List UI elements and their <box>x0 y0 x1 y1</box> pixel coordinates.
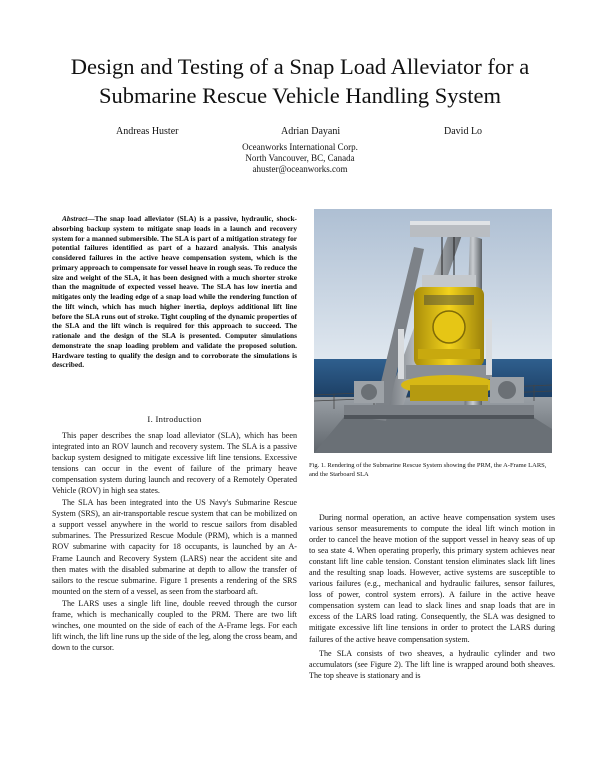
abstract-text: —The snap load alleviator (SLA) is a passive, hydraulic, shock-absorbing backup system to mitigate snap loads in a launch and recovery system for a manned submersible. The SLA is part of a mitigation strategy for potential failures identified as part of a hazard analysis. This analysis considered failures in the active heave compensation system, which is the primary approach to compensate for vessel heave in rough seas. To reduce the size and weight of the SLA, it has been designed with a much shorter stroke than the magnitude of expected vessel heave. The SLA has low inertia and mitigates only the leading edge of a snap load while the rendering function of the lift winch, which has much higher inertia, deploys additional lift line before the SLA runs out of stroke. Tight coupling of the dynamic properties of the SLA and the lift winch is required for this approach to succeed. The rationale and the design of the SLA is presented. Computer simulations demonstrate the snap loading problem and validate the proposed solution. Hardware testing to qualify the design and to corroborate the simulations is described. <box>52 214 297 370</box>
srs-rendering-illustration <box>314 209 552 453</box>
body-paragraph: During normal operation, an active heave compensation system uses various sensor measurements to compute the ideal lift winch motion in order to cancel the heave motion of the support vessel in heavy seas of up to sea state 4. When operating properly, this primary system achieves near constant lift line cable tension. Constant tension eliminates slack lift lines and the resulting snap loads. However, active systems are susceptible to various failures (e.g., mechanical and hydraulic failures, sensor failures, loss of power, control system errors). A failure in the active heave compensation system can lead to slack lines and snap loads that are in excess of the LARS load rating. Consequently, the SLA was designed to mitigate excessive lift line tensions in order to protect the LARS during failures of the active heave compensation system. <box>309 513 555 644</box>
figure-caption: Fig. 1. Rendering of the Submarine Rescue System showing the PRM, the A-Frame LARS, and the Starboard SLA <box>309 462 547 478</box>
figure-rendering <box>314 209 552 453</box>
intro-paragraph: The LARS uses a single lift line, double reeved through the cursor frame, which is mechanically coupled to the PRM. There are two lift winches, one mounted on the side of each of the A-Frame legs. For each lift winch, the lift line runs up the side of the leg, along the cross beam, and down to the cursor. <box>52 598 297 652</box>
affiliation-city: North Vancouver, BC, Canada <box>245 153 355 164</box>
abstract <box>52 214 297 370</box>
paper-title: Design and Testing of a Snap Load Alleviator for a Submarine Rescue Vehicle Handling System <box>70 54 530 108</box>
intro-paragraph: The SLA has been integrated into the US Navy's Submarine Rescue System (SRS), an air-transportable rescue system that can be mobilized on a support vessel anywhere in the world to rescue sailors from disabled submarines. The Pressurized Rescue Module (PRM), which is a manned ROV submarine with capacity for 18 occupants, is launched by an A-Frame Launch and Recovery System (LARS) near the accident site and then mates with the disabled submarine at depth to allow the transfer of sailors to the rescue submarine. Figure 1 presents a rendering of the SRS mounted on the stern of a vessel, as seen from the starboard aft. <box>52 498 297 596</box>
introduction-body <box>52 430 297 653</box>
intro-paragraph: This paper describes the snap load alleviator (SLA), which has been integrated into an ROV launch and recovery system. The SLA is a passive backup system designed to mitigate excessive lift line tensions. Excessive tensions can occur in the event of failure of the primary heave compensation system during launch and recovery of a Remotely Operated Vehicle (ROV) in high sea states. <box>52 431 297 496</box>
affiliation <box>200 142 400 176</box>
affiliation-email: ahuster@oceanworks.com <box>252 164 348 175</box>
right-column-body <box>309 512 555 681</box>
author-1: Andreas Huster <box>116 126 179 137</box>
author-3: David Lo <box>444 126 483 137</box>
body-paragraph: The SLA consists of two sheaves, a hydraulic cylinder and two accumulators (see Figure 2). The lift line is wrapped around both sheaves. The top sheave is stationary and is <box>309 648 555 680</box>
author-2: Adrian Dayani <box>281 126 341 137</box>
abstract-label: Abstract <box>62 214 88 223</box>
section-heading: I. Introduction <box>147 414 202 424</box>
affiliation-org: Oceanworks International Corp. <box>242 142 358 152</box>
